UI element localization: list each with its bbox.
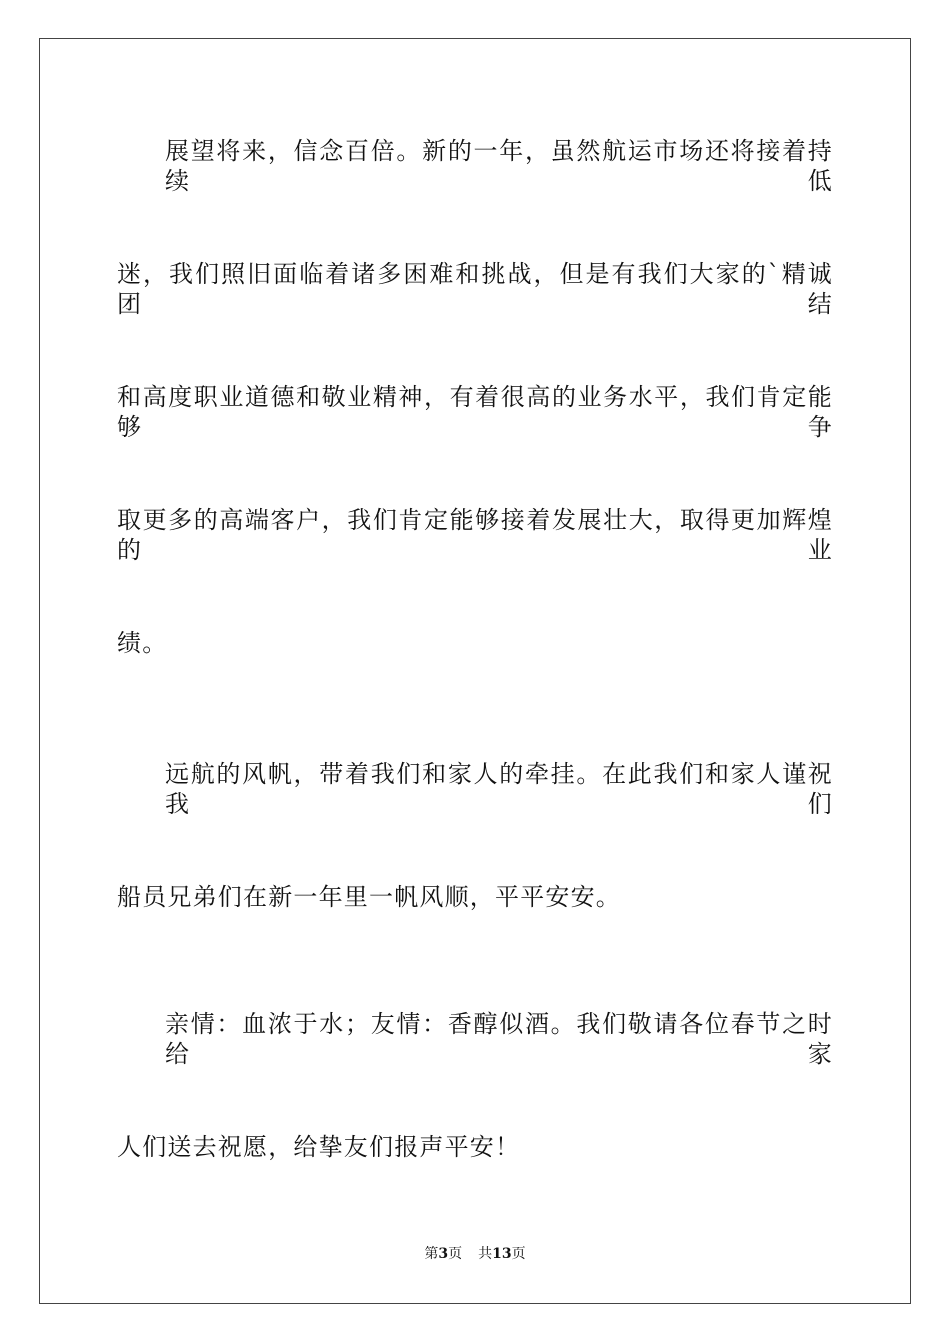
page-prefix: 第 xyxy=(424,1246,439,1262)
paragraph-1-line-4: 取更多的高端客户，我们肯定能够接着发展壮大，取得更加辉煌的业 xyxy=(117,506,833,564)
page-border xyxy=(39,38,911,1304)
total-prefix: 共 xyxy=(478,1246,493,1262)
page-footer xyxy=(0,1245,950,1263)
paragraph-1-line-1: 展望将来，信念百倍。新的一年，虽然航运市场还将接着持续低 xyxy=(165,137,833,195)
paragraph-1-line-5: 绩。 xyxy=(117,629,168,657)
total-pages: 13 xyxy=(492,1246,512,1262)
paragraph-2-line-1: 远航的风帆，带着我们和家人的牵挂。在此我们和家人谨祝我们 xyxy=(165,760,833,818)
paragraph-1-line-3: 和高度职业道德和敬业精神，有着很高的业务水平，我们肯定能够争 xyxy=(117,383,833,441)
page-number: 3 xyxy=(438,1246,449,1262)
paragraph-1-line-2: 迷，我们照旧面临着诸多困难和挑战，但是有我们大家的`精诚团结 xyxy=(117,260,833,318)
total-suffix: 页 xyxy=(511,1246,526,1262)
paragraph-3-line-1: 亲情：血浓于水；友情：香醇似酒。我们敬请各位春节之时给家 xyxy=(165,1010,833,1068)
page-suffix: 页 xyxy=(448,1246,463,1262)
paragraph-3-line-2: 人们送去祝愿，给挚友们报声平安！ xyxy=(117,1133,521,1161)
paragraph-2-line-2: 船员兄弟们在新一年里一帆风顺，平平安安。 xyxy=(117,883,621,911)
